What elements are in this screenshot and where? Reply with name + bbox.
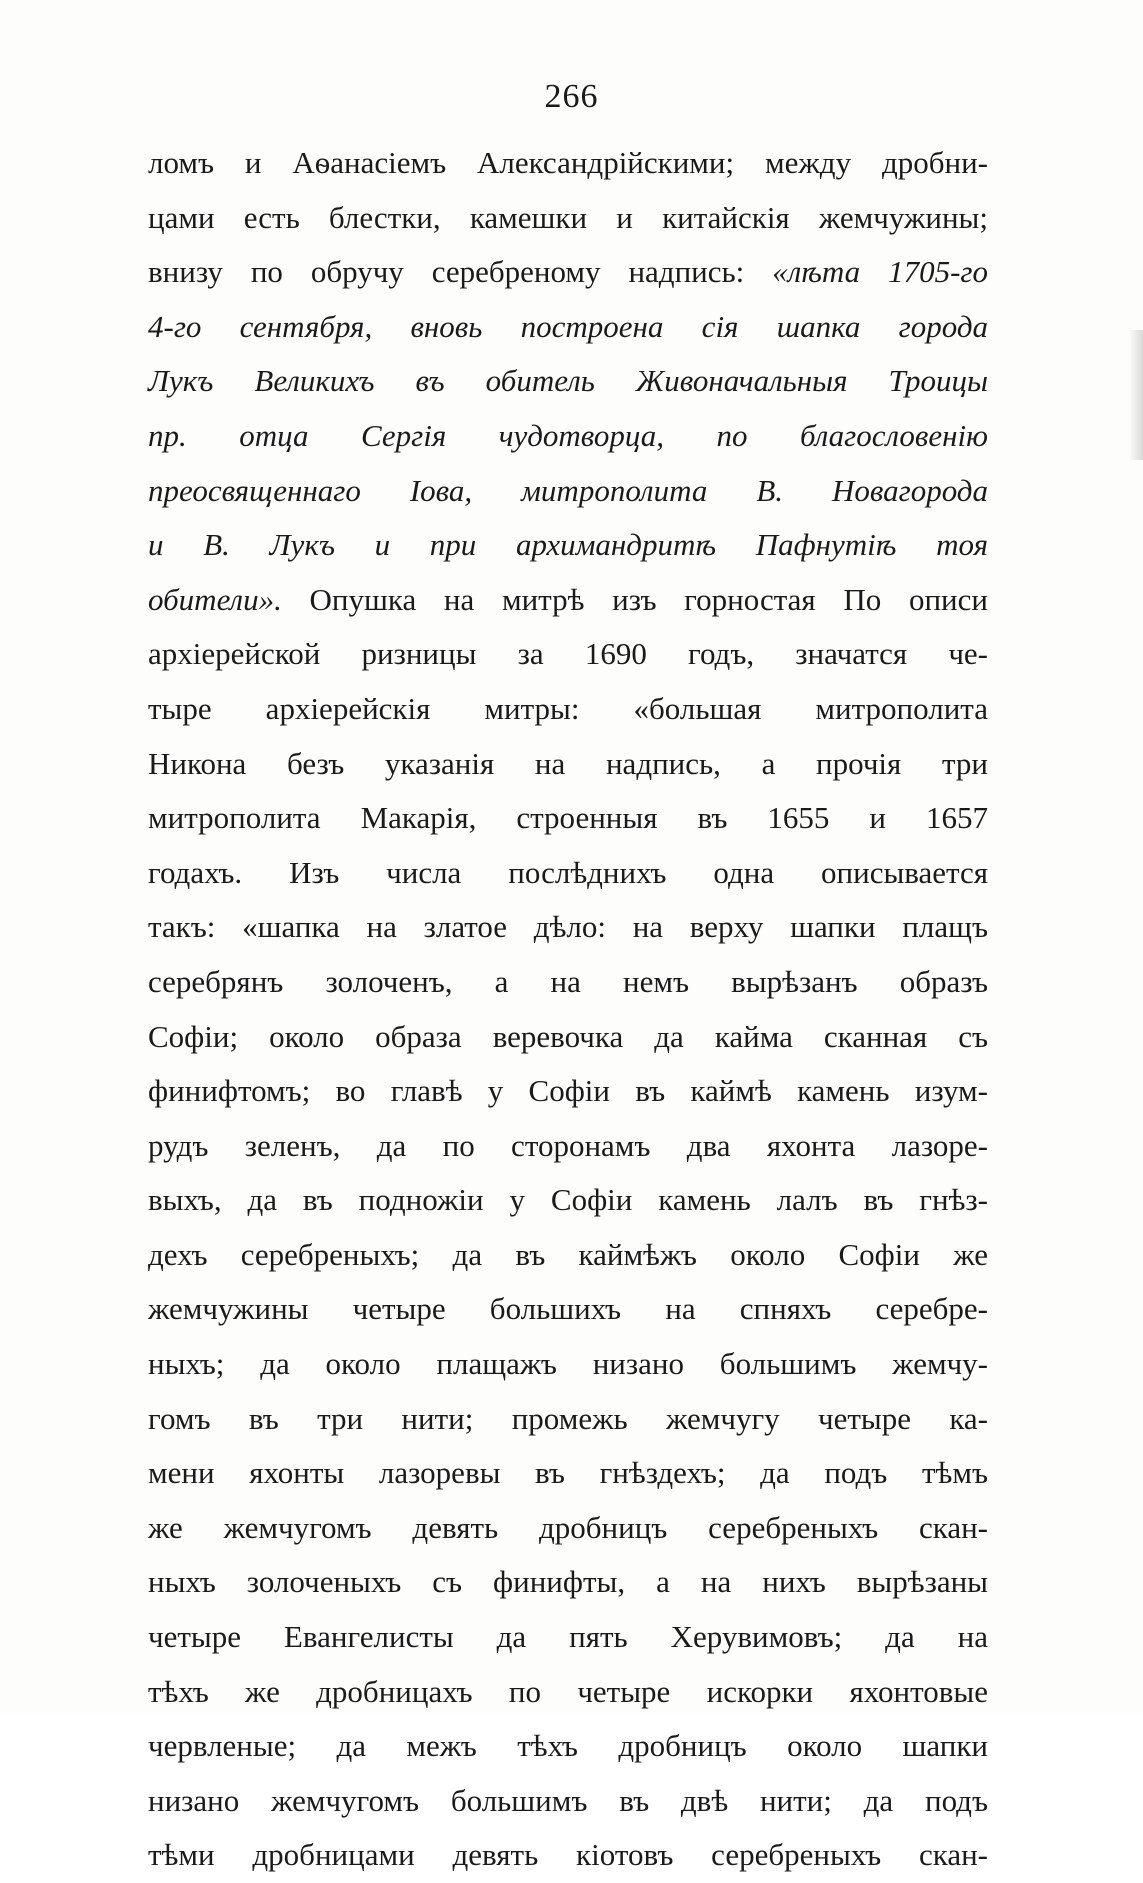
- text-line: низано жемчугомъ большимъ въ двѣ нити; да подъ: [148, 1782, 988, 1818]
- text-line: червленые; да межъ тѣхъ дробницъ около шапки: [148, 1728, 988, 1764]
- text-line: тыре архіерейскія митры: «большая митрополита: [148, 690, 988, 726]
- text-line: 4-го сентября, вновь построена сія шапка города: [148, 308, 988, 344]
- text-line: ныхъ; да около плащажъ низано большимъ жемчу-: [148, 1346, 988, 1382]
- text-line: митрополита Макарія, строенныя въ 1655 и 1657: [148, 800, 988, 836]
- text-line: такъ: «шапка на златое дѣло: на верху шапки плащъ: [148, 909, 988, 945]
- text-line: годахъ. Изъ числа послѣднихъ одна описывается: [148, 854, 988, 890]
- text-line: тѣми дробницами девять кіотовъ серебреныхъ скан-: [148, 1837, 988, 1873]
- text-line: цами есть блестки, камешки и китайскія жемчужины;: [148, 199, 988, 235]
- text-line-upright: внизу по обручу серебреному надпись:: [148, 254, 773, 290]
- text-line: рудъ зеленъ, да по сторонамъ два яхонта лазоре-: [148, 1127, 988, 1163]
- text-line: жемчужины четыре большихъ на спняхъ серебре-: [148, 1291, 988, 1327]
- text-line: же жемчугомъ девять дробницъ серебреныхъ скан-: [148, 1509, 988, 1545]
- text-line: архіерейской ризницы за 1690 годъ, значатся че-: [148, 636, 988, 672]
- text-line: дехъ серебреныхъ; да въ каймѣжъ около Софіи же: [148, 1236, 988, 1272]
- text-line: пр. отца Сергія чудотворца, по благословенію: [148, 417, 988, 453]
- page-edge-shadow: [1129, 330, 1143, 460]
- text-line: тѣхъ же дробницахъ по четыре искорки яхонтовые: [148, 1673, 988, 1709]
- text-line: гомъ въ три нити; промежь жемчугу четыре ка-: [148, 1400, 988, 1436]
- text-line: преосвященнаго Іова, митрополита В. Новагорода: [148, 472, 988, 508]
- text-line: Софіи; около образа веревочка да кайма сканная съ: [148, 1018, 988, 1054]
- text-line-italic: «лѣта 1705-го: [772, 254, 988, 290]
- text-line: Лукъ Великихъ въ обитель Живоначальныя Троицы: [148, 363, 988, 399]
- text-line: серебрянъ золоченъ, а на немъ вырѣзанъ образъ: [148, 963, 988, 999]
- text-line: выхъ, да въ подножіи у Софіи камень лалъ въ гнѣз-: [148, 1182, 988, 1218]
- text-line: четыре Евангелисты да пять Херувимовъ; да на: [148, 1619, 988, 1655]
- text-line: ломъ и Аѳанасіемъ Александрійскими; между дробни-: [148, 145, 988, 180]
- text-line-upright: Опушка на митрѣ изъ горностая По описи: [309, 581, 988, 617]
- text-line: Никона безъ указанія на надпись, а прочія три: [148, 745, 988, 781]
- page-number: 266: [544, 78, 599, 115]
- text-line-italic: обители».: [148, 581, 310, 617]
- text-line: и В. Лукъ и при архимандритѣ Пафнутіѣ тоя: [148, 527, 988, 563]
- text-line: [148, 573, 988, 628]
- body-text: [148, 136, 988, 1883]
- text-line: финифтомъ; во главѣ у Софіи въ каймѣ камень изум-: [148, 1073, 988, 1109]
- text-line: мени яхонты лазоревы въ гнѣздехъ; да подъ тѣмъ: [148, 1455, 988, 1491]
- text-line: ныхъ золоченыхъ съ финифты, а на нихъ вырѣзаны: [148, 1564, 988, 1600]
- text-line: [148, 245, 988, 300]
